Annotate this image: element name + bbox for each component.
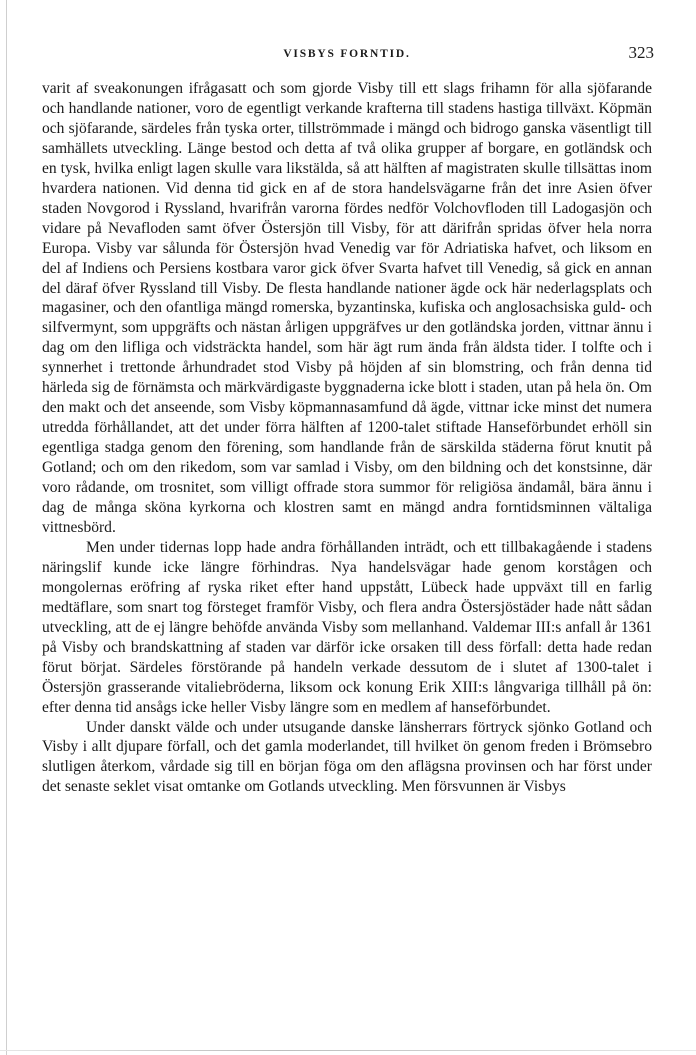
page-bottom-edge: [0, 1050, 696, 1051]
page-header: [40, 41, 654, 71]
paragraph-continuation: varit af sveakonungen ifrågasatt och som gjorde Visby till ett slags frihamn för alla sjöfarande och handlande nationer, voro de egentligt verkande krafterna till stadens hastiga tillväxt. Köpmän och sjöfarande, särdeles från tyska orter, tillströmmade i mängd och bidrogo ganska väsentligt till samhällets utveckling. Länge bestod och detta af två olika grupper af borgare, en gotländsk och en tysk, hvilka enligt lagen skulle vara likstälda, så att hälften af magistraten skulle tillsättas inom hvardera nationen. Vid denna tid gick en af de stora handelsvägarne från det inre Asien öfver staden Novgorod i Ryssland, hvarifrån varorna fördes nedför Volchovfloden till Ladogasjön och vidare på Nevafloden samt öfver Östersjön till Visby, för att därifrån spridas öfver hela norra Europa. Visby var sålunda för Östersjön hvad Venedig var för Adriatiska hafvet, och liksom en del af Indiens och Persiens kostbara varor gick öfver Svarta hafvet till Venedig, så gick en annan del däraf öfver Ryssland till Visby. De flesta handlande nationer ägde ock här nederlagsplats och magasiner, och den ofantliga mängd romerska, byzantinska, kufiska och anglosachsiska guld- och silfvermynt, som uppgräfts och nästan årligen uppgräfves ur den gotländska jorden, vittnar ännu i dag om den lifliga och vidsträckta handel, som här ägt rum ända från äldsta tider. I tolfte och i synnerhet i trettonde århundradet stod Visby på höjden af sin blomstring, och från denna tid härleda sig de förnämsta och märkvärdigaste byggnaderna icke blott i staden, utan på hela ön. Om den makt och det anseende, som Visby köpmannasamfund då ägde, vittnar icke minst det numera utredda förhållandet, att det under förra hälften af 1200-talet stiftade Hanseförbundet erhöll sin egentliga stadga genom den förening, som handlande från de särskilda städerna förut knutit på Gotland; och om den rikedom, som var samlad i Visby, om den bildning och det konstsinne, där voro rådande, om trosnitet, som villigt offrade stora summor för religiösa ändamål, bära ännu i dag de många sköna kyrkorna och klostren samt en mängd andra forntidsminnen vältaliga vittnesbörd.: [42, 80, 653, 536]
paragraph: Men under tidernas lopp hade andra förhållanden inträdt, och ett tillbakagående i stadens näringslif kunde icke längre förhindras. Nya handelsvägar hade genom korstågen och mongolernas eröfring af ryska riket efter hand uppstått, Lübeck hade uppväxt till en farlig medtäflare, som snart tog försteget framför Visby, och flera andra Östersjöstäder hade nått sådan utveckling, att de ej längre behöfde använda Visby som mellanhand. Valdemar III:s anfall år 1361 på Visby och brandskattning af staden var därför icke orsaken till dess förfall: detta hade redan förut börjat. Särdeles förstörande på handeln verkade dessutom de i slutet af 1300-talet i Östersjön grasserande vitaliebröderna, liksom ock konung Erik XIII:s långvariga tillhåll på ön: efter denna tid ansågs icke heller Visby längre som en medlem af hanseförbundet.: [42, 538, 652, 716]
page-edge-shadow: [6, 0, 7, 1055]
running-title: VISBYS FORNTID.: [283, 48, 411, 60]
body-text: [42, 79, 652, 797]
paragraph: Under danskt välde och under utsugande danske länsherrars förtryck sjönko Gotland och Visby i allt djupare förfall, och det gamla moderlandet, till hvilket ön genom freden i Brömsebro slutligen återkom, vårdade sig till en början föga om den aflägsna provinsen och har först under det senaste seklet visat omtanke om Gotlands utveckling. Men försvunnen är Visbys: [42, 718, 652, 796]
page-number: 323: [628, 43, 654, 62]
